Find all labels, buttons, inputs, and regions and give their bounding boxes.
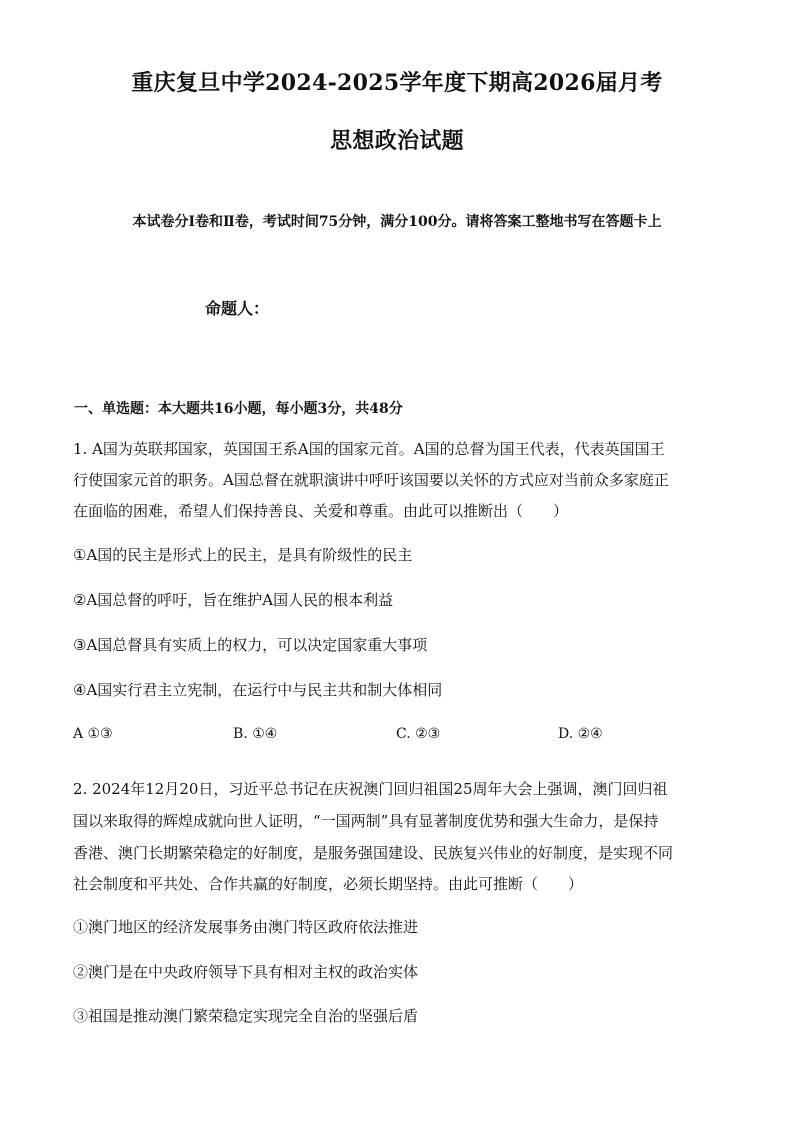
question-1-option-a: A ①③ [73, 726, 113, 742]
exam-subtitle: 思想政治试题 [330, 128, 464, 154]
section-heading: 一、单选题：本大题共16小题，每小题3分，共48分 [74, 401, 403, 417]
author-label: 命题人： [205, 299, 270, 318]
question-1-stem-line: 1. A国为英联邦国家，英国国王系A国的国家元首。A国的总督为国王代表，代表英国国王 [73, 440, 665, 458]
question-2-stem-line: 2. 2024年12月20日，习近平总书记在庆祝澳门回归祖国25周年大会上强调，澳门回归祖 [73, 780, 668, 798]
exam-title: 重庆复旦中学2024-2025学年度下期高2026届月考 [131, 70, 663, 96]
question-1-stem-line: 行使国家元首的职务。A国总督在就职演讲中呼吁该国要以关怀的方式应对当前众多家庭正 [73, 471, 669, 489]
question-2-statement: ③祖国是推动澳门繁荣稳定实现完全自治的坚强后盾 [73, 1007, 419, 1025]
question-2-stem-line: 香港、澳门长期繁荣稳定的好制度，是服务强国建设、民族复兴伟业的好制度，是实现不同 [73, 844, 674, 862]
question-2-statement: ②澳门是在中央政府领导下具有相对主权的政治实体 [73, 963, 419, 981]
question-1-option-d: D. ②④ [558, 726, 603, 742]
exam-instructions: 本试卷分Ⅰ卷和Ⅱ卷，考试时间75分钟，满分100分。请将答案工整地书写在答题卡上 [132, 214, 662, 230]
question-1-stem-line: 在面临的困难，希望人们保持善良、关爱和尊重。由此可以推断出（ ） [73, 502, 569, 520]
question-2-stem-line: 国以来取得的辉煌成就向世人证明，“一国两制”具有显著制度优势和强大生命力，是保持 [73, 812, 659, 830]
question-1-statement: ②A国总督的呼吁，旨在维护A国人民的根本利益 [73, 591, 394, 609]
question-2-statement: ①澳门地区的经济发展事务由澳门特区政府依法推进 [73, 918, 419, 936]
question-1-statement: ③A国总督具有实质上的权力，可以决定国家重大事项 [73, 636, 428, 654]
question-1-statement: ④A国实行君主立宪制，在运行中与民主共和制大体相同 [73, 681, 443, 699]
question-1-option-b: B. ①④ [233, 726, 278, 742]
question-2-stem-line: 社会制度和平共处、合作共赢的好制度，必须长期坚持。由此可推断（ ） [73, 875, 584, 893]
question-1-option-c: C. ②③ [396, 726, 441, 742]
question-1-statement: ①A国的民主是形式上的民主，是具有阶级性的民主 [73, 546, 413, 564]
